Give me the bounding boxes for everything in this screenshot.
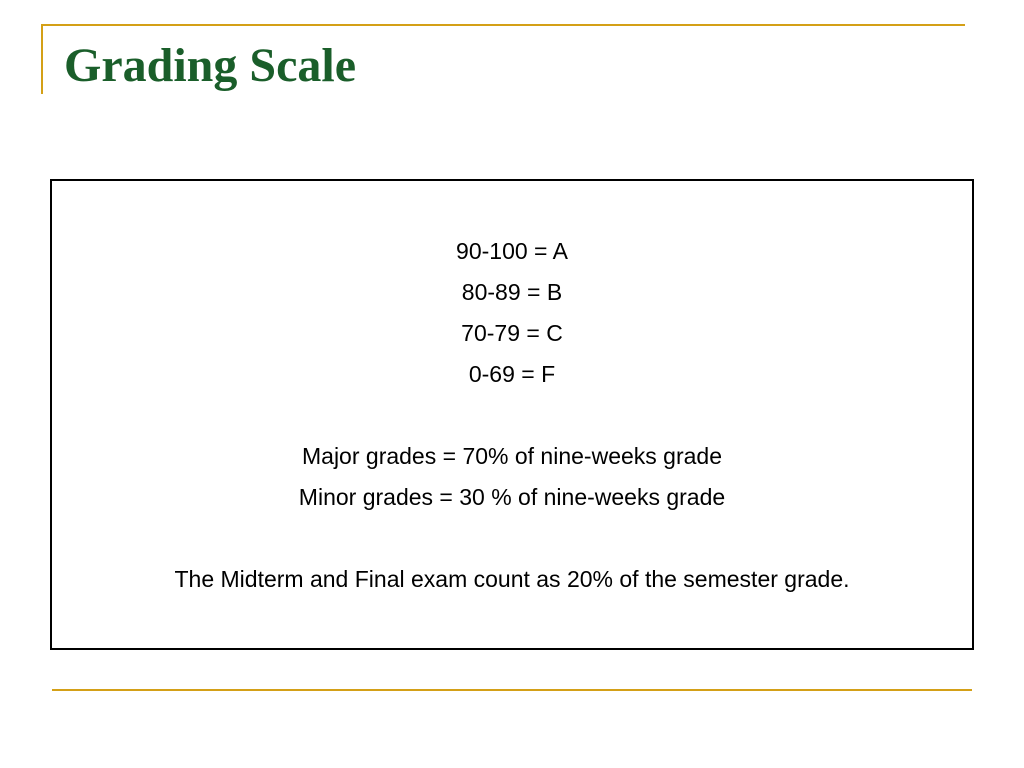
title-accent-vertical-line: [41, 24, 43, 94]
grade-scale-a: 90-100 = A: [456, 238, 568, 264]
major-grades-weight: Major grades = 70% of nine-weeks grade: [302, 443, 722, 469]
minor-grades-weight: Minor grades = 30 % of nine-weeks grade: [298, 484, 726, 510]
grading-content-box: [50, 179, 974, 650]
footer-accent-line: [52, 689, 972, 691]
exam-weight-note: The Midterm and Final exam count as 20% of the semester grade.: [174, 566, 850, 592]
title-accent-top-line: [41, 24, 965, 26]
grade-scale-c: 70-79 = C: [461, 320, 563, 346]
grade-scale-b: 80-89 = B: [461, 279, 563, 305]
slide-title: Grading Scale: [64, 39, 357, 92]
grade-scale-f: 0-69 = F: [468, 361, 556, 387]
